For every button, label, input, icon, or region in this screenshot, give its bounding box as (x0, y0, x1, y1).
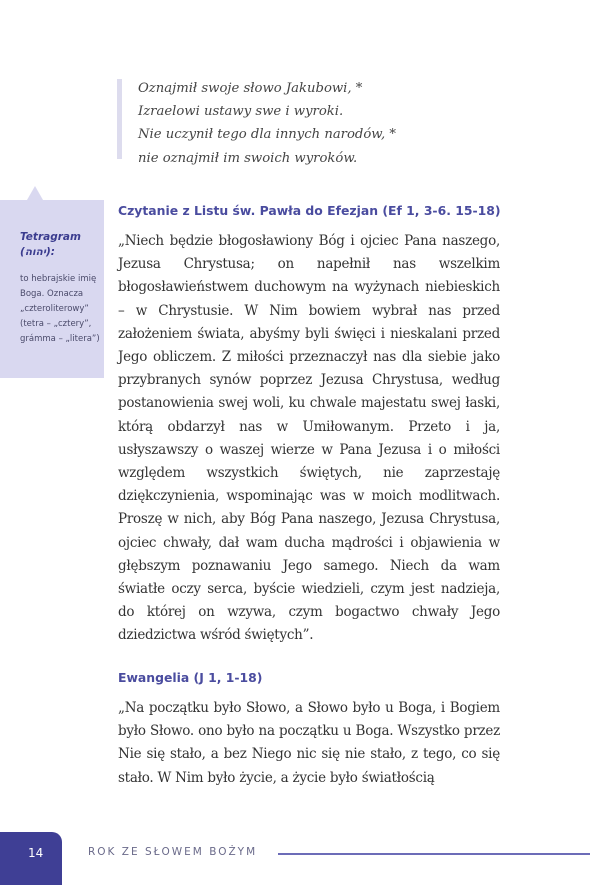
sidenote-body: to hebrajskie imię Boga. Oznacza „czteroliterowy” (tetra – „cztery”, grámma – „litera”) (20, 274, 100, 344)
psalm-line: Izraelowi ustawy swe i wyroki. (138, 104, 344, 120)
reading-text: „Niech będzie błogosławiony Bóg i ojciec Pana naszego, Jezusa Chrystusa; on napełnił nas wszelkim błogosławieństwem duchowym na wyżynach niebieskich – w Chrystusie. W Nim bowiem wybrał nas przed założeniem świata, abyśmy byli święci i nieskalani przed Jego obliczem. Z miłości przeznaczył nas dla siebie jako przybranych synów poprzez Jezusa Chrystusa, według postanowienia swej woli, ku chwale majestatu swej łaski, którą obdarzył nas w Umiłowanym. Przeto i ja, usłyszawszy o waszej wierze w Pana Jezusa i o miłości względem wszystkich świętych, nie zaprzestaję dziękczynienia, wspominając was w moich modlitwach. Proszę w nich, aby Bóg Pana naszego, Jezusa Chrystusa, ojciec chwały, dał wam ducha mądrości i objawienia w głębszym poznawaniu Jego samego. Niech da wam światłe oczy serca, byście wiedzieli, czym jest nadzieja, do której on wzywa, czym bogactwo chwały Jego dziedzictwa wśród świętych”. (118, 233, 500, 644)
sidenote-title: Tetragram (יהוה): (20, 231, 81, 258)
psalm-line: nie oznajmił im swoich wyroków. (138, 150, 358, 166)
footer-rule (278, 853, 590, 855)
reading-heading: Czytanie z Listu św. Pawła do Efezjan (Ef 1, 3-6. 15-18) (118, 203, 501, 218)
running-title: ROK ZE SŁOWEM BOŻYM (88, 846, 258, 858)
psalm-line: Oznajmił swoje słowo Jakubowi, * (138, 81, 363, 96)
gospel-heading: Ewangelia (J 1, 1-18) (118, 670, 263, 685)
quote-bar (117, 79, 122, 159)
sidenote-box (0, 200, 104, 378)
gospel-text: „Na początku było Słowo, a Słowo było u Boga, i Bogiem było Słowo. ono było na początku u Boga. Wszystko przez Nie się stało, a bez Niego nic się nie stało, z tego, co się stało. W Nim było życie, a życie było światłością (118, 700, 500, 786)
sidenote-tab (27, 186, 43, 200)
psalm-line: Nie uczynił tego dla innych narodów, * (138, 127, 397, 143)
psalm-quote (118, 77, 538, 170)
page-number: 14 (28, 846, 44, 860)
